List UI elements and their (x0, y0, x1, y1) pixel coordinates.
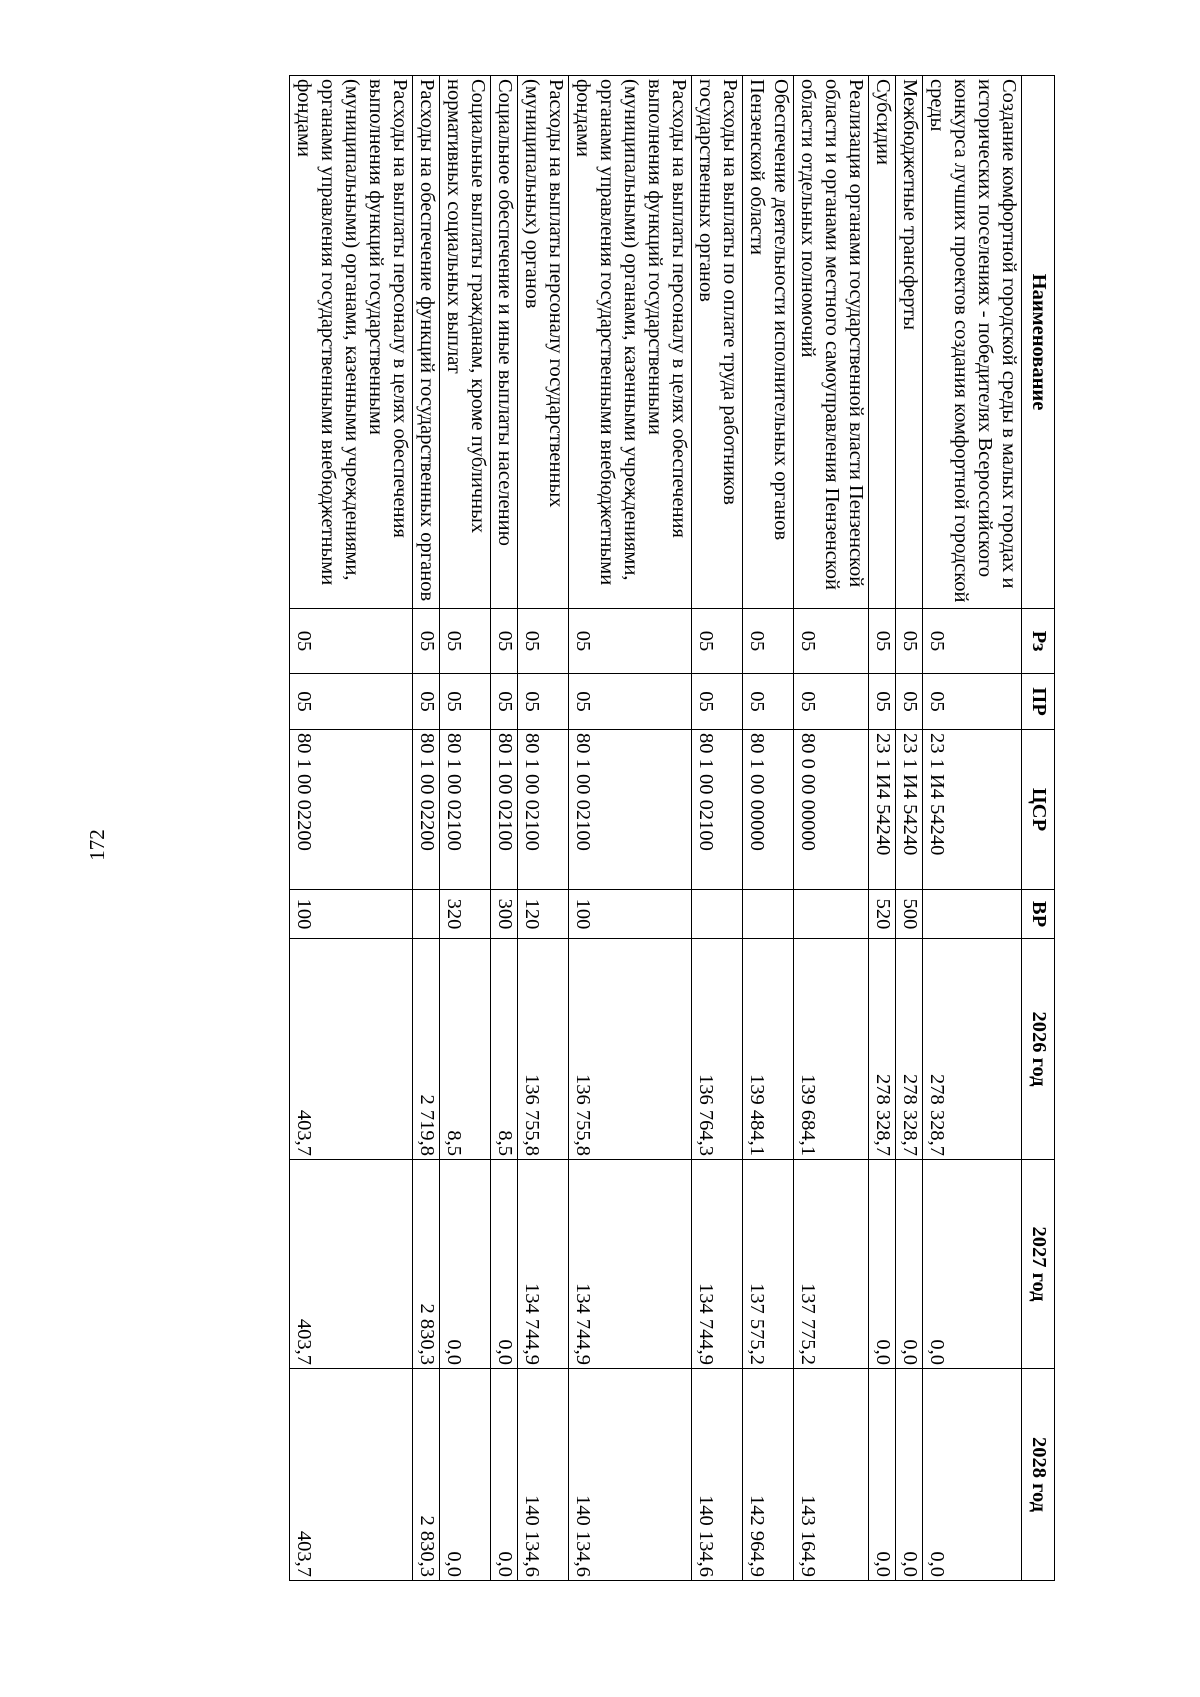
row-2026: 2 719,8 (413, 939, 440, 1160)
row-2027: 0,0 (923, 1160, 1022, 1369)
row-vr: 520 (869, 890, 896, 939)
row-name: Создание комфортной городской среды в малых городах и исторических поселениях - победителях Всероссийского конкурса лучших проектов создания комфортной городской среды (923, 76, 1022, 609)
row-name: Субсидии (869, 76, 896, 609)
rotated-page-content (140, 75, 1055, 1580)
row-2027: 134 744,9 (518, 1160, 569, 1369)
row-rz: 05 (491, 609, 518, 674)
row-pr: 05 (743, 674, 794, 730)
row-rz: 05 (923, 609, 1022, 674)
row-csr: 80 1 00 00000 (743, 730, 794, 890)
row-rz: 05 (413, 609, 440, 674)
row-2028: 142 964,9 (743, 1369, 794, 1581)
table-header-row (1022, 76, 1055, 1581)
header-csr: ЦСР (1022, 730, 1055, 890)
row-2027: 0,0 (896, 1160, 923, 1369)
table-row (518, 76, 569, 1581)
row-2028: 0,0 (440, 1369, 491, 1581)
row-vr: 120 (518, 890, 569, 939)
row-vr: 300 (491, 890, 518, 939)
table-body (290, 76, 1022, 1581)
row-csr: 80 1 00 02100 (692, 730, 743, 890)
table-row (743, 76, 794, 1581)
row-rz: 05 (440, 609, 491, 674)
header-2026: 2026 год (1022, 939, 1055, 1160)
row-pr: 05 (290, 674, 413, 730)
table-row (440, 76, 491, 1581)
row-pr: 05 (869, 674, 896, 730)
row-2028: 143 164,9 (794, 1369, 869, 1581)
header-pr: ПР (1022, 674, 1055, 730)
row-vr (692, 890, 743, 939)
row-2027: 0,0 (440, 1160, 491, 1369)
row-csr: 80 1 00 02100 (569, 730, 692, 890)
row-name: Межбюджетные трансферты (896, 76, 923, 609)
budget-table (289, 75, 1055, 1581)
table-row (692, 76, 743, 1581)
row-rz: 05 (290, 609, 413, 674)
row-2026: 136 755,8 (569, 939, 692, 1160)
row-2028: 0,0 (896, 1369, 923, 1581)
row-rz: 05 (869, 609, 896, 674)
table-row (290, 76, 413, 1581)
row-vr: 100 (290, 890, 413, 939)
table-row (896, 76, 923, 1581)
row-csr: 23 1 И4 54240 (869, 730, 896, 890)
row-vr: 500 (896, 890, 923, 939)
row-2026: 8,5 (491, 939, 518, 1160)
row-csr: 80 1 00 02200 (413, 730, 440, 890)
table-row (794, 76, 869, 1581)
row-name: Реализация органами государственной власти Пензенской области и органами местного самоуправления Пензенской области отдельных полномочий (794, 76, 869, 609)
row-pr: 05 (896, 674, 923, 730)
header-2028: 2028 год (1022, 1369, 1055, 1581)
row-vr (923, 890, 1022, 939)
row-2028: 0,0 (923, 1369, 1022, 1581)
row-2027: 137 575,2 (743, 1160, 794, 1369)
header-name: Наименование (1022, 76, 1055, 609)
row-pr: 05 (440, 674, 491, 730)
row-vr (794, 890, 869, 939)
row-rz: 05 (569, 609, 692, 674)
row-pr: 05 (413, 674, 440, 730)
row-name: Расходы на выплаты по оплате труда работников государственных органов (692, 76, 743, 609)
table-row (569, 76, 692, 1581)
row-csr: 23 1 И4 54240 (896, 730, 923, 890)
row-pr: 05 (518, 674, 569, 730)
row-2027: 2 830,3 (413, 1160, 440, 1369)
header-2027: 2027 год (1022, 1160, 1055, 1369)
row-2026: 136 764,3 (692, 939, 743, 1160)
row-2028: 140 134,6 (518, 1369, 569, 1581)
row-2026: 8,5 (440, 939, 491, 1160)
row-csr: 80 1 00 02200 (290, 730, 413, 890)
row-name: Расходы на обеспечение функций государственных органов (413, 76, 440, 609)
row-vr (743, 890, 794, 939)
header-vr: ВР (1022, 890, 1055, 939)
row-csr: 80 0 00 00000 (794, 730, 869, 890)
row-2028: 0,0 (491, 1369, 518, 1581)
row-2028: 140 134,6 (569, 1369, 692, 1581)
row-vr: 320 (440, 890, 491, 939)
row-2026: 136 755,8 (518, 939, 569, 1160)
row-pr: 05 (491, 674, 518, 730)
row-csr: 80 1 00 02100 (440, 730, 491, 890)
row-2028: 140 134,6 (692, 1369, 743, 1581)
row-2026: 139 484,1 (743, 939, 794, 1160)
row-pr: 05 (794, 674, 869, 730)
row-2026: 403,7 (290, 939, 413, 1160)
row-2026: 278 328,7 (923, 939, 1022, 1160)
row-rz: 05 (518, 609, 569, 674)
row-2026: 139 684,1 (794, 939, 869, 1160)
row-csr: 23 1 И4 54240 (923, 730, 1022, 890)
row-2027: 134 744,9 (692, 1160, 743, 1369)
row-name: Социальное обеспечение и иные выплаты населению (491, 76, 518, 609)
row-rz: 05 (896, 609, 923, 674)
row-2028: 2 830,3 (413, 1369, 440, 1581)
row-2028: 0,0 (869, 1369, 896, 1581)
row-rz: 05 (794, 609, 869, 674)
row-pr: 05 (692, 674, 743, 730)
row-2027: 137 775,2 (794, 1160, 869, 1369)
page-number: 172 (85, 829, 109, 861)
row-2027: 134 744,9 (569, 1160, 692, 1369)
row-vr (413, 890, 440, 939)
row-name: Расходы на выплаты персоналу в целях обеспечения выполнения функций государственными (муниципальными) органами, казенными учреждениями, органами управления государственными внебюджетными фондами (290, 76, 413, 609)
row-2027: 403,7 (290, 1160, 413, 1369)
row-2026: 278 328,7 (869, 939, 896, 1160)
table-row (869, 76, 896, 1581)
row-name: Расходы на выплаты персоналу в целях обеспечения выполнения функций государственными (муниципальными) органами, казенными учреждениями, органами управления государственными внебюджетными фондами (569, 76, 692, 609)
row-rz: 05 (692, 609, 743, 674)
table-row (491, 76, 518, 1581)
row-2028: 403,7 (290, 1369, 413, 1581)
row-rz: 05 (743, 609, 794, 674)
row-name: Социальные выплаты гражданам, кроме публичных нормативных социальных выплат (440, 76, 491, 609)
row-name: Обеспечение деятельности исполнительных органов Пензенской области (743, 76, 794, 609)
table-row (923, 76, 1022, 1581)
row-pr: 05 (923, 674, 1022, 730)
row-2027: 0,0 (491, 1160, 518, 1369)
row-vr: 100 (569, 890, 692, 939)
row-csr: 80 1 00 02100 (518, 730, 569, 890)
row-name: Расходы на выплаты персоналу государственных (муниципальных) органов (518, 76, 569, 609)
table-row (413, 76, 440, 1581)
row-2027: 0,0 (869, 1160, 896, 1369)
row-pr: 05 (569, 674, 692, 730)
header-rz: Рз (1022, 609, 1055, 674)
row-csr: 80 1 00 02100 (491, 730, 518, 890)
row-2026: 278 328,7 (896, 939, 923, 1160)
